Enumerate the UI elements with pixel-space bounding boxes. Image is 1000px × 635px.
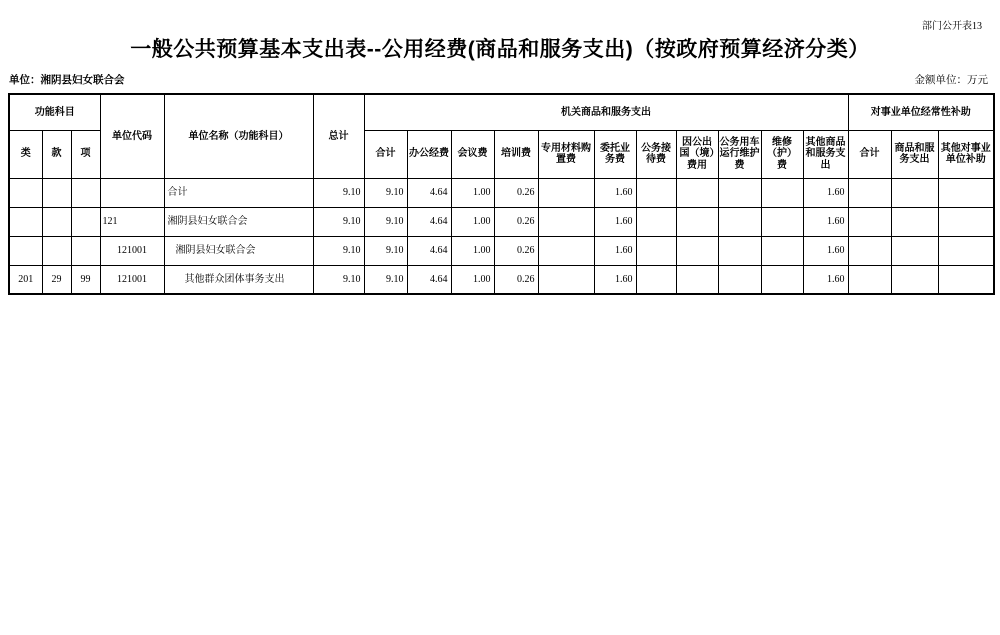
cell-value: 4.64 [407, 207, 451, 236]
cell-unit-name: 合计 [164, 178, 313, 207]
cell-value [538, 178, 594, 207]
cell-item [71, 236, 100, 265]
cell-value: 9.10 [313, 207, 364, 236]
cell-value: 0.26 [494, 178, 538, 207]
cell-value [718, 265, 761, 294]
cell-value [676, 207, 718, 236]
cell-value [938, 207, 994, 236]
cell-value: 9.10 [313, 178, 364, 207]
doc-number-label: 部门公开表13 [922, 21, 982, 32]
cell-value: 0.26 [494, 236, 538, 265]
cell-value [538, 207, 594, 236]
cell-value: 9.10 [313, 236, 364, 265]
header-meeting-fee: 会议费 [451, 130, 494, 178]
header-subsidy-goods-services: 商品和服务支出 [891, 130, 938, 178]
cell-value: 4.64 [407, 265, 451, 294]
header-training-fee: 培训费 [494, 130, 538, 178]
header-subsidy-total: 合计 [848, 130, 891, 178]
cell-value: 1.60 [803, 207, 848, 236]
cell-unit-code: 121 [100, 207, 164, 236]
header-goods-total: 合计 [364, 130, 407, 178]
cell-value [676, 265, 718, 294]
header-institution-subsidy-group: 对事业单位经常性补助 [848, 94, 994, 130]
cell-section: 29 [42, 265, 71, 294]
header-commission-fee: 委托业务费 [594, 130, 636, 178]
cell-class: 201 [9, 265, 42, 294]
cell-value [636, 265, 676, 294]
cell-value [848, 265, 891, 294]
header-special-materials: 专用材料购置费 [538, 130, 594, 178]
table-row [9, 236, 994, 265]
cell-section [42, 178, 71, 207]
cell-value: 9.10 [364, 236, 407, 265]
header-office-expense: 办公经费 [407, 130, 451, 178]
cell-value [761, 207, 803, 236]
cell-value: 1.60 [803, 178, 848, 207]
cell-value: 9.10 [364, 265, 407, 294]
cell-unit-code: 121001 [100, 265, 164, 294]
cell-value [848, 178, 891, 207]
cell-class [9, 207, 42, 236]
cell-value [891, 207, 938, 236]
cell-value [891, 265, 938, 294]
table-row [9, 265, 994, 294]
cell-item: 99 [71, 265, 100, 294]
cell-value: 4.64 [407, 178, 451, 207]
cell-value [761, 178, 803, 207]
cell-value [938, 265, 994, 294]
page-title: 一般公共预算基本支出表--公用经费(商品和服务支出)（按政府预算经济分类） [130, 38, 870, 61]
header-section: 款 [42, 130, 71, 178]
cell-value: 1.00 [451, 265, 494, 294]
header-vehicle-maintenance: 公务用车运行维护费 [718, 130, 761, 178]
header-row-groups [9, 94, 994, 130]
cell-value [636, 207, 676, 236]
cell-value [538, 265, 594, 294]
cell-value [718, 178, 761, 207]
amount-unit-label: 金额单位：万元 [914, 75, 988, 86]
header-unit-code: 单位代码 [100, 94, 164, 178]
cell-item [71, 178, 100, 207]
header-repair-fee: 维修（护）费 [761, 130, 803, 178]
cell-value: 1.60 [594, 178, 636, 207]
header-goods-services-group: 机关商品和服务支出 [364, 94, 848, 130]
cell-value: 9.10 [364, 178, 407, 207]
cell-value: 9.10 [364, 207, 407, 236]
cell-value: 1.60 [594, 236, 636, 265]
cell-unit-name: 湘阴县妇女联合会 [164, 207, 313, 236]
cell-value [538, 236, 594, 265]
cell-value: 0.26 [494, 265, 538, 294]
budget-table [8, 93, 995, 295]
cell-item [71, 207, 100, 236]
header-abroad-expense: 因公出国（境）费用 [676, 130, 718, 178]
header-item: 项 [71, 130, 100, 178]
cell-unit-code: 121001 [100, 236, 164, 265]
cell-unit-name: 湘阴县妇女联合会 [164, 236, 313, 265]
cell-value [848, 236, 891, 265]
cell-class [9, 178, 42, 207]
cell-value: 1.60 [803, 265, 848, 294]
header-official-reception: 公务接待费 [636, 130, 676, 178]
cell-value: 1.00 [451, 178, 494, 207]
cell-value: 4.64 [407, 236, 451, 265]
cell-value: 1.60 [594, 265, 636, 294]
cell-value [676, 178, 718, 207]
cell-value: 9.10 [313, 265, 364, 294]
cell-value: 1.00 [451, 236, 494, 265]
cell-class [9, 236, 42, 265]
cell-value [636, 178, 676, 207]
cell-value [718, 236, 761, 265]
header-unit-name: 单位名称（功能科目） [164, 94, 313, 178]
cell-value [718, 207, 761, 236]
header-other-goods-services: 其他商品和服务支出 [803, 130, 848, 178]
table-row [9, 207, 994, 236]
cell-unit-code [100, 178, 164, 207]
header-subsidy-other: 其他对事业单位补助 [938, 130, 994, 178]
cell-value [891, 236, 938, 265]
header-class: 类 [9, 130, 42, 178]
header-functional-subject-group: 功能科目 [9, 94, 100, 130]
cell-value [891, 178, 938, 207]
cell-section [42, 236, 71, 265]
cell-value [938, 178, 994, 207]
cell-value [938, 236, 994, 265]
cell-value [636, 236, 676, 265]
cell-value: 0.26 [494, 207, 538, 236]
cell-value [761, 236, 803, 265]
cell-value: 1.60 [594, 207, 636, 236]
cell-unit-name: 其他群众团体事务支出 [164, 265, 313, 294]
unit-label: 单位：湘阴县妇女联合会 [9, 74, 125, 86]
cell-value: 1.00 [451, 207, 494, 236]
cell-section [42, 207, 71, 236]
header-grand-total: 总计 [313, 94, 364, 178]
cell-value [761, 265, 803, 294]
cell-value [676, 236, 718, 265]
cell-value [848, 207, 891, 236]
table-row [9, 178, 994, 207]
cell-value: 1.60 [803, 236, 848, 265]
